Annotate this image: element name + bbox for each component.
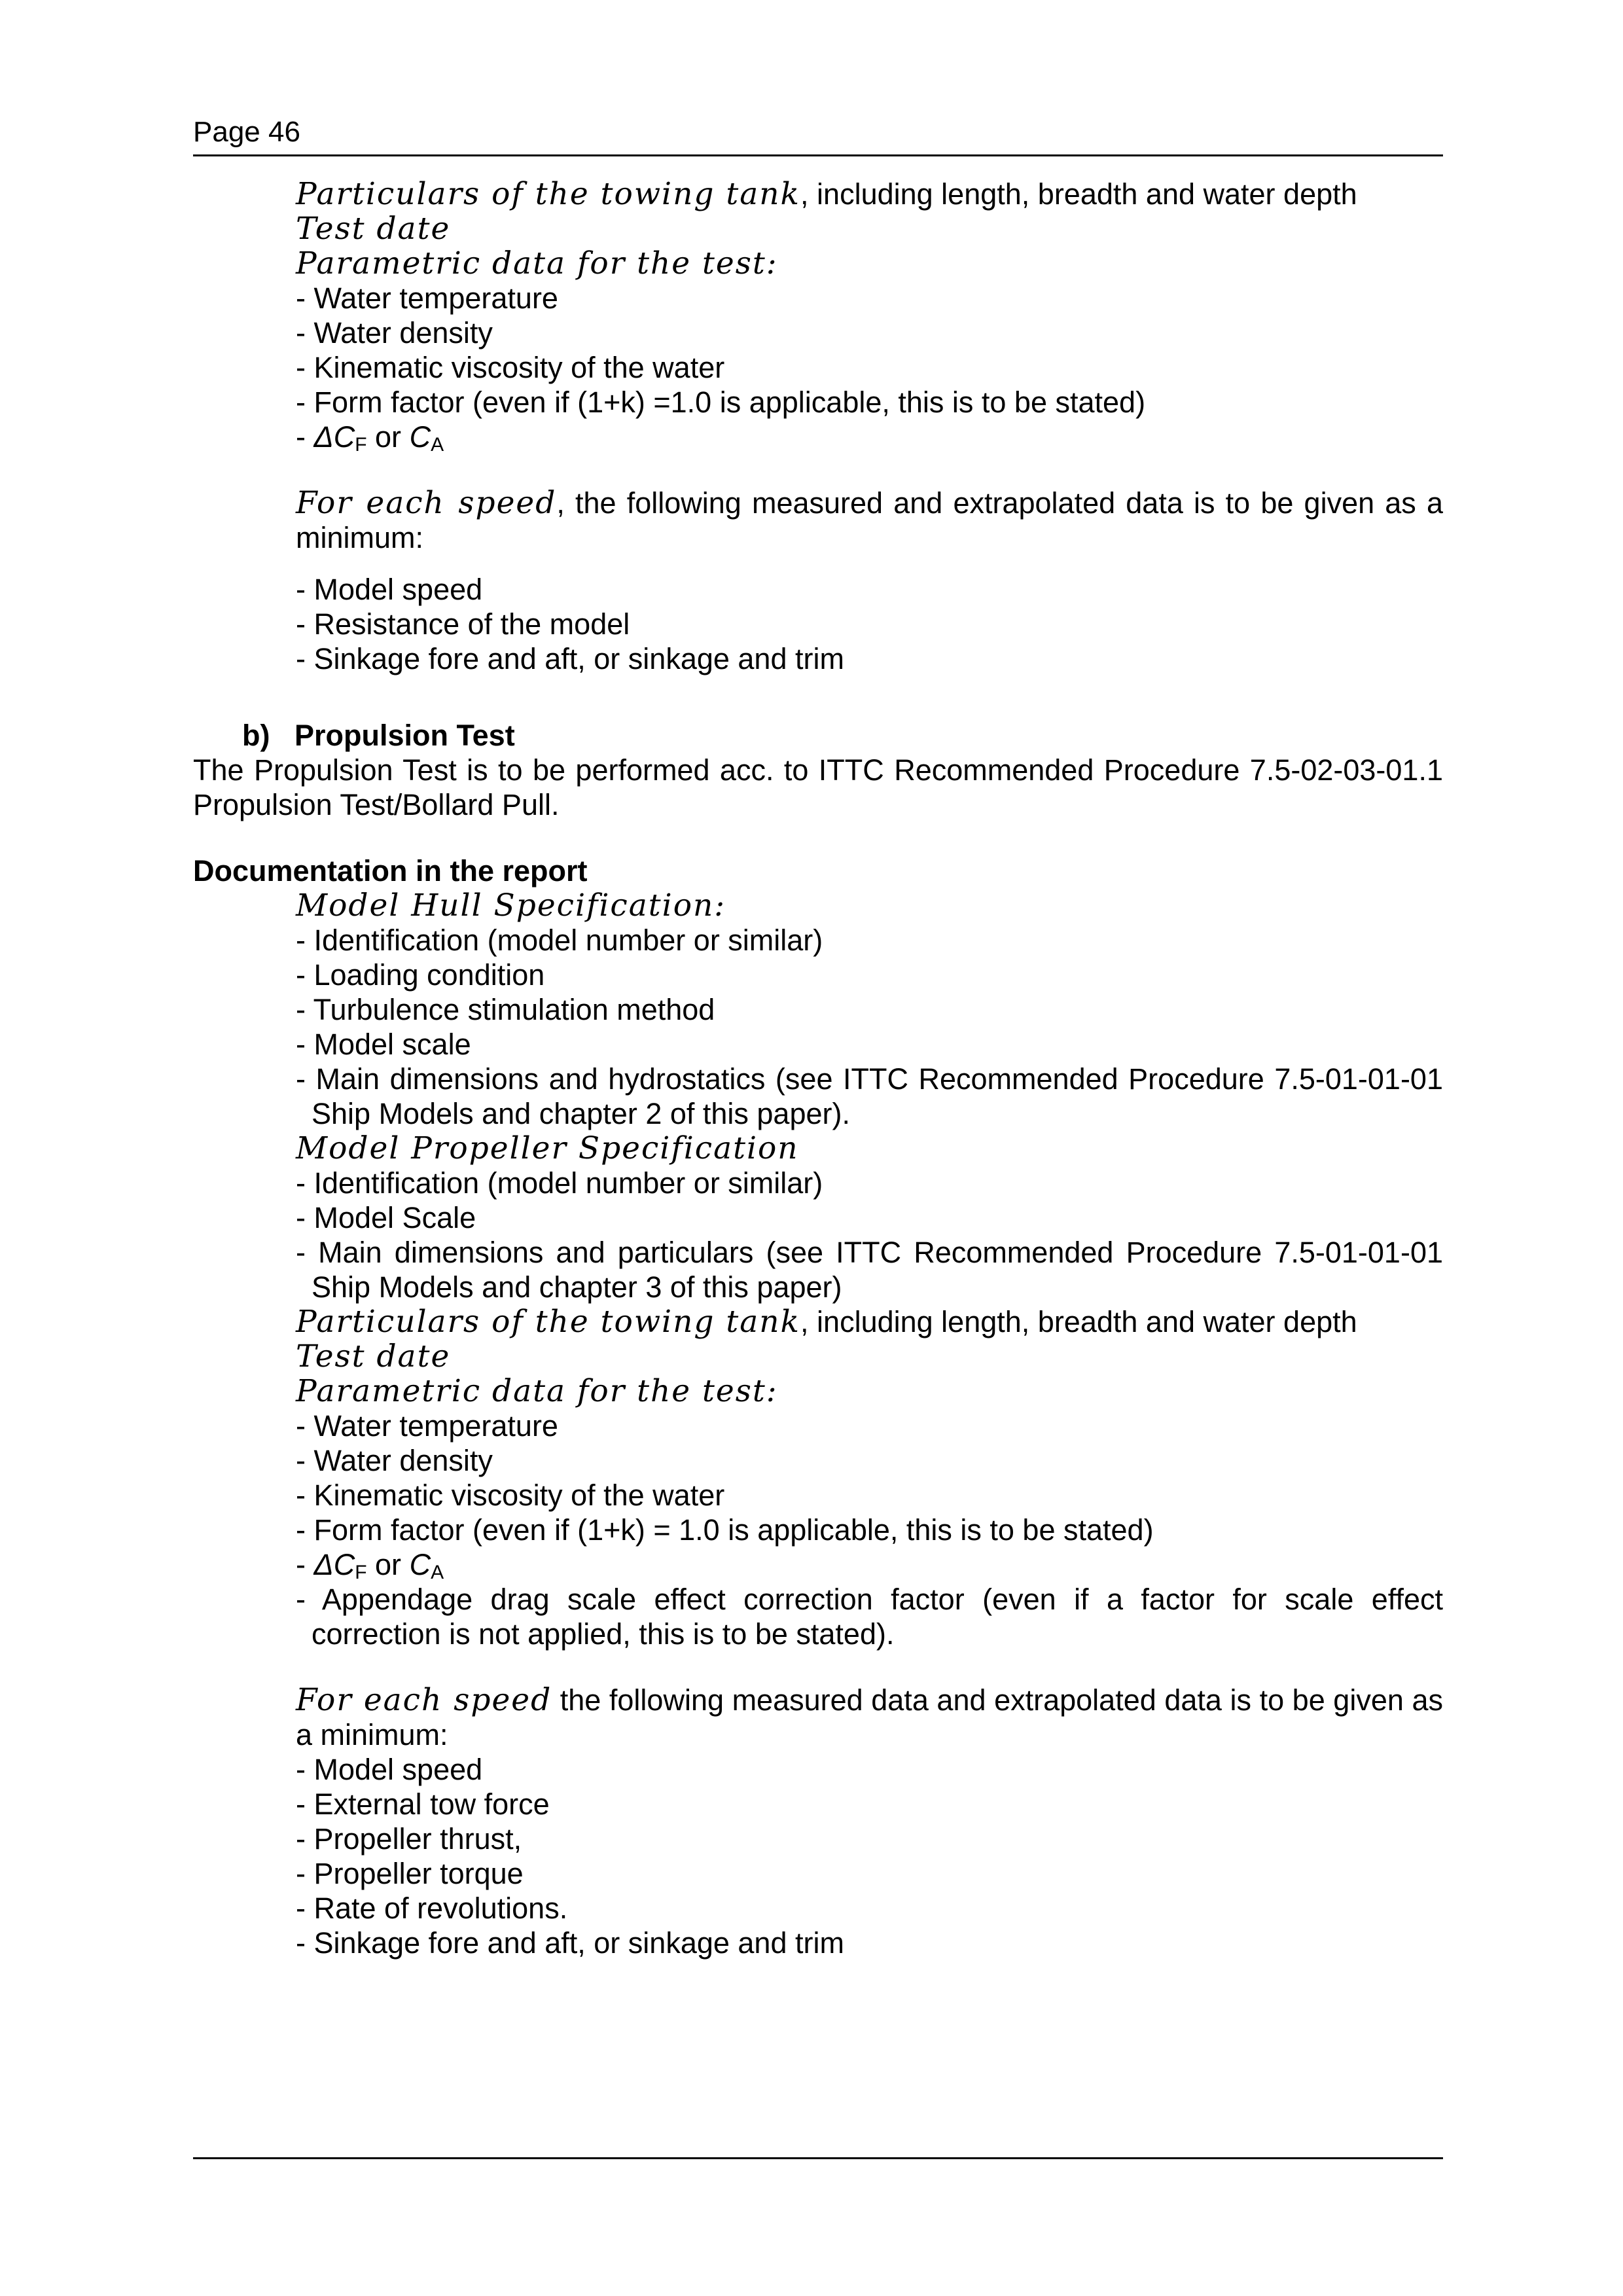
list-item: - Model Scale <box>296 1201 476 1234</box>
list-item: - Model speed <box>296 1753 483 1786</box>
parametric-label: Parametric data for the test: <box>296 1373 778 1409</box>
each-speed-paragraph <box>296 1683 1443 1752</box>
propulsion-paragraph: The Propulsion Test is to be performed acc. to ITTC Recommended Procedure 7.5-02-03-01.1 Propulsion Test/Bollard Pull. <box>193 753 1443 821</box>
each-speed-label: For each speed <box>296 1682 552 1718</box>
list-item: - External tow force <box>296 1787 550 1821</box>
footer-rule <box>193 2157 1443 2159</box>
each-speed-paragraph <box>296 486 1443 555</box>
page-content <box>193 177 1443 1960</box>
test-date: Test date <box>296 211 451 247</box>
list-item: - Form factor (even if (1+k) = 1.0 is applicable, this is to be stated) <box>296 1513 1154 1547</box>
list-item: - Appendage drag scale effect correction factor (even if a factor for scale effect correction is not applied, this is to be stated). <box>296 1583 1443 1651</box>
list-item: - Identification (model number or similar) <box>296 924 823 957</box>
ca-symbol: C <box>409 1548 431 1581</box>
list-item: - Loading condition <box>296 958 545 992</box>
towing-tank-label: Particulars of the towing tank <box>296 176 801 212</box>
list-item: - Rate of revolutions. <box>296 1892 568 1925</box>
each-speed-label: For each speed <box>296 485 557 521</box>
page-number: Page 46 <box>193 116 300 148</box>
delta-cf-item <box>296 1547 1443 1582</box>
towing-tank-label: Particulars of the towing tank <box>296 1304 801 1340</box>
towing-tank-text: , including length, breadth and water depth <box>800 177 1357 211</box>
test-date: Test date <box>296 1338 451 1374</box>
list-item: - Propeller thrust, <box>296 1822 522 1856</box>
towing-tank-text: , including length, breadth and water depth <box>800 1305 1357 1338</box>
subscript-a: A <box>431 1562 444 1583</box>
header-rule <box>193 154 1443 156</box>
subscript-f: F <box>355 434 367 456</box>
prop-spec-label: Model Propeller Specification <box>296 1130 799 1166</box>
list-item: - Kinematic viscosity of the water <box>296 1479 725 1512</box>
parametric-label: Parametric data for the test: <box>296 245 778 281</box>
ca-symbol: C <box>409 420 431 454</box>
list-item: - Identification (model number or similar) <box>296 1166 823 1200</box>
hull-spec-label: Model Hull Specification: <box>296 888 726 924</box>
or-text: or <box>366 1548 410 1581</box>
delta-cf-item <box>296 420 1443 454</box>
delta-cf-symbol: ΔC <box>313 420 355 454</box>
subscript-a: A <box>431 434 444 456</box>
section-number: b) <box>242 719 270 752</box>
dash: - <box>296 1548 314 1581</box>
documentation-heading: Documentation in the report <box>193 854 588 888</box>
list-item: - Main dimensions and hydrostatics (see ITTC Recommended Procedure 7.5-01-01-01 Ship Models and chapter 2 of this paper). <box>296 1062 1443 1130</box>
towing-tank-line <box>296 1304 1443 1339</box>
dash: - <box>296 420 314 454</box>
section-title: Propulsion Test <box>294 719 515 752</box>
list-item: - Model speed <box>296 573 483 606</box>
list-item: - Model scale <box>296 1028 471 1061</box>
section-heading <box>242 718 1443 753</box>
list-item: - Propeller torque <box>296 1857 524 1890</box>
each-speed-text: , the following measured and extrapolated data is to be given as a minimum: <box>296 486 1443 554</box>
list-item: - Kinematic viscosity of the water <box>296 351 725 384</box>
each-speed-text: the following measured data and extrapolated data is to be given as a minimum: <box>296 1683 1443 1751</box>
list-item: - Resistance of the model <box>296 607 630 641</box>
delta-cf-symbol: ΔC <box>313 1548 355 1581</box>
list-item: - Turbulence stimulation method <box>296 993 715 1026</box>
list-item: - Sinkage fore and aft, or sinkage and trim <box>296 642 844 675</box>
list-item: - Sinkage fore and aft, or sinkage and trim <box>296 1926 844 1960</box>
list-item: - Water density <box>296 316 493 350</box>
list-item: - Water density <box>296 1444 493 1477</box>
list-item: - Water temperature <box>296 1409 558 1443</box>
subscript-f: F <box>355 1562 367 1583</box>
list-item: - Water temperature <box>296 281 558 315</box>
towing-tank-line <box>296 177 1443 211</box>
or-text: or <box>366 420 410 454</box>
list-item: - Form factor (even if (1+k) =1.0 is applicable, this is to be stated) <box>296 386 1146 419</box>
list-item: - Main dimensions and particulars (see ITTC Recommended Procedure 7.5-01-01-01 Ship Models and chapter 3 of this paper) <box>296 1236 1443 1304</box>
